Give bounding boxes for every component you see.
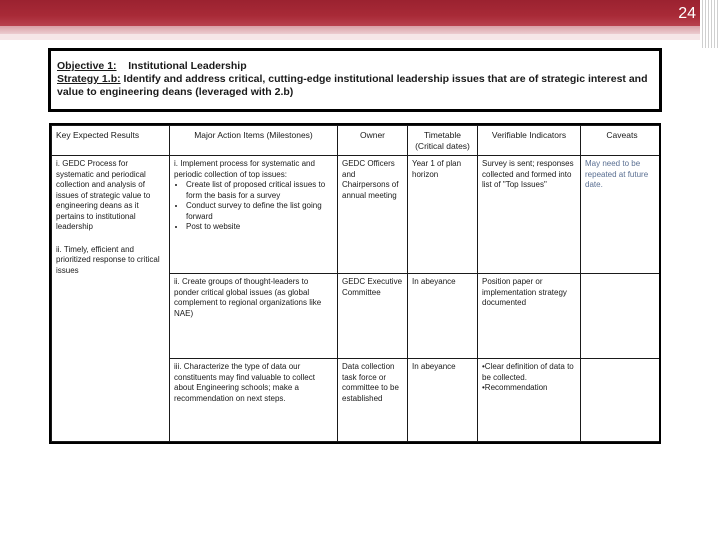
timetable-cell-1: Year 1 of plan horizon xyxy=(408,156,478,274)
objective-box xyxy=(48,48,662,112)
indicator-cell-1: Survey is sent; responses collected and formed into list of "Top Issues" xyxy=(478,156,581,274)
header-results: Key Expected Results xyxy=(52,126,170,156)
objective-title: Institutional Leadership xyxy=(128,60,247,72)
strategy-line xyxy=(57,73,653,99)
indicator-bullet: •Clear definition of data to be collected. xyxy=(482,362,574,382)
header-indicators: Verifiable Indicators xyxy=(478,126,581,156)
header-timetable xyxy=(408,126,478,156)
header-bar xyxy=(0,0,700,26)
objective-label: Objective 1: xyxy=(57,60,117,72)
objective-line xyxy=(57,60,653,73)
header-timetable-line1: Timetable xyxy=(423,130,461,140)
header-band-light xyxy=(0,34,700,40)
owner-cell-2: GEDC Executive Committee xyxy=(338,274,408,359)
table-row xyxy=(52,156,662,274)
results-cell xyxy=(52,156,170,442)
page-number: 24 xyxy=(678,5,696,22)
indicator-cell-3 xyxy=(478,359,581,442)
action-intro-1: i. Implement process for systematic and periodic collection of top issues: xyxy=(174,159,315,179)
strategy-text: Identify and address critical, cutting-edge institutional leadership issues that are of strategic interest and value to engineering deans (leveraged with 2.b) xyxy=(57,73,648,98)
timetable-cell-2: In abeyance xyxy=(408,274,478,359)
strategy-label: Strategy 1.b: xyxy=(57,73,121,85)
header-caveats: Caveats xyxy=(581,126,662,156)
action-bullet: • Post to website xyxy=(186,222,333,233)
result-item-1: i. GEDC Process for systematic and periodical collection and analysis of issues of strategic value to engineering deans as it pertains to institutional leadership xyxy=(56,159,151,231)
strategy-table xyxy=(49,123,661,444)
header-row xyxy=(52,126,662,156)
header-band xyxy=(0,26,700,34)
action-bullet: • Create list of proposed critical issues to form the basis for a survey xyxy=(186,180,333,201)
action-cell-1 xyxy=(170,156,338,274)
caveat-cell-2 xyxy=(581,274,662,359)
owner-cell-1: GEDC Officers and Chairpersons of annual meeting xyxy=(338,156,408,274)
decorative-stripes xyxy=(700,0,720,48)
timetable-cell-3: In abeyance xyxy=(408,359,478,442)
result-item-2: ii. Timely, efficient and prioritized response to critical issues xyxy=(56,244,160,275)
action-bullet-list xyxy=(174,180,333,233)
header-owner: Owner xyxy=(338,126,408,156)
owner-cell-3: Data collection task force or committee to be established xyxy=(338,359,408,442)
caveat-cell-3 xyxy=(581,359,662,442)
caveat-cell-1: May need to be repeated at future date. xyxy=(581,156,662,274)
action-bullet: • Conduct survey to define the list going forward xyxy=(186,201,333,222)
header-timetable-line2: (Critical dates) xyxy=(415,140,470,151)
action-cell-3: iii. Characterize the type of data our constituents may find valuable to collect about Engineering schools; make a recommendation on next steps. xyxy=(170,359,338,442)
indicator-cell-2: Position paper or implementation strategy documented xyxy=(478,274,581,359)
action-cell-2: ii. Create groups of thought-leaders to ponder critical global issues (as global complement to regional organizations like NAE) xyxy=(170,274,338,359)
header-actions: Major Action Items (Milestones) xyxy=(170,126,338,156)
indicator-bullet: •Recommendation xyxy=(482,383,548,392)
